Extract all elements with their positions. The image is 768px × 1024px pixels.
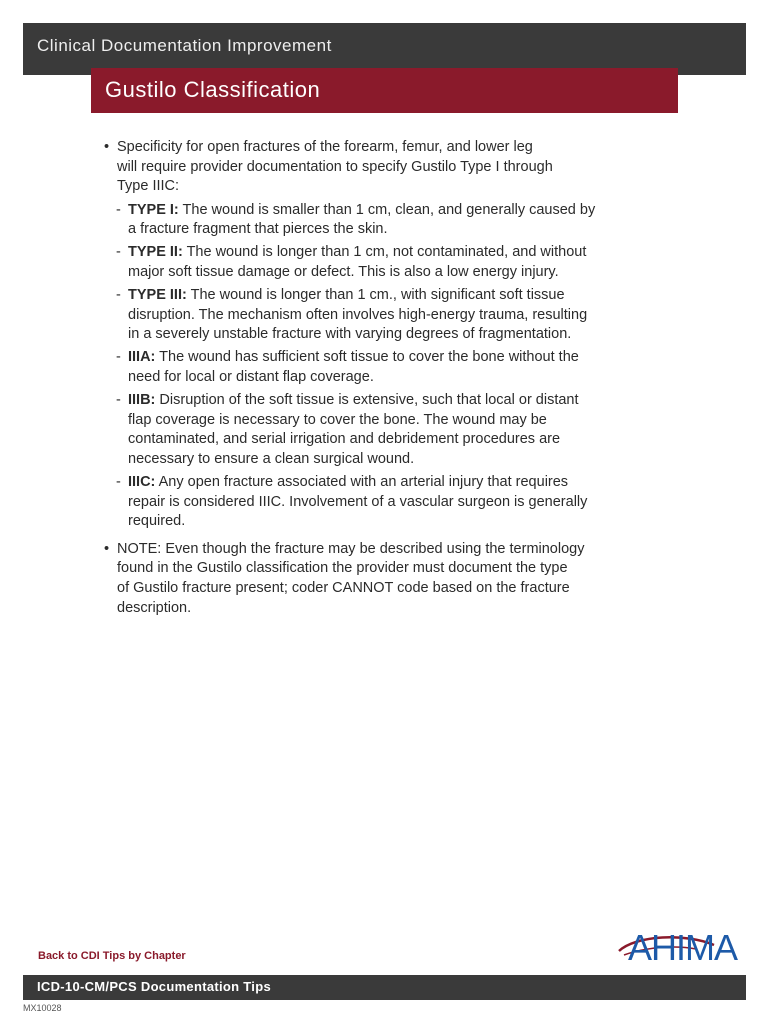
item-text: repair is considered IIIC. Involvement of a vascular surgeon is generally xyxy=(128,493,588,510)
item-label: TYPE I: xyxy=(128,201,179,218)
header-title: Clinical Documentation Improvement xyxy=(37,36,332,55)
item-text: The wound is smaller than 1 cm, clean, and generally caused by xyxy=(178,201,596,218)
dash-marker: - xyxy=(116,392,121,409)
content-body xyxy=(104,138,670,618)
item-text: Disruption of the soft tissue is extensive, such that local or distant xyxy=(155,392,579,409)
intro-bullet xyxy=(104,138,670,197)
item-label: TYPE III: xyxy=(128,287,187,304)
logo-text: AHIMA xyxy=(628,927,738,968)
list-item-iiic xyxy=(104,473,670,532)
list-item-type-ii xyxy=(104,243,670,282)
note-line: found in the Gustilo classification the provider must document the type xyxy=(117,560,568,577)
dash-marker: - xyxy=(116,201,121,218)
intro-line: will require provider documentation to specify Gustilo Type I through xyxy=(117,158,553,175)
item-text: contaminated, and serial irrigation and debridement procedures are xyxy=(128,431,561,448)
item-label: IIIA: xyxy=(128,349,156,366)
footer-title: ICD-10-CM/PCS Documentation Tips xyxy=(37,979,271,994)
note-line: NOTE: Even though the fracture may be described using the terminology xyxy=(117,540,585,557)
dash-marker: - xyxy=(116,474,121,490)
ahima-logo xyxy=(616,925,748,969)
item-text: major soft tissue damage or defect. This is also a low energy injury. xyxy=(128,264,559,281)
item-text: The wound has sufficient soft tissue to cover the bone without the xyxy=(155,349,579,366)
intro-text xyxy=(117,138,670,197)
list-item-iiia xyxy=(104,348,670,387)
intro-line: Specificity for open fractures of the forearm, femur, and lower leg xyxy=(117,139,533,155)
note-line: of Gustilo fracture present; coder CANNOT code based on the fracture xyxy=(117,579,570,596)
item-label: TYPE II: xyxy=(128,244,183,261)
title-banner xyxy=(91,68,678,113)
item-text: in a severely unstable fracture with varying degrees of fragmentation. xyxy=(128,326,572,343)
item-text: flap coverage is necessary to cover the bone. The wound may be xyxy=(128,411,547,428)
bullet-marker: • xyxy=(104,139,110,155)
list-item-type-i xyxy=(104,201,670,240)
intro-line: Type IIIC: xyxy=(117,178,180,195)
document-code: MX10028 xyxy=(23,1003,62,1013)
type-list xyxy=(104,201,670,532)
bullet-marker: • xyxy=(104,540,110,557)
note-text xyxy=(117,540,670,618)
item-text: necessary to ensure a clean surgical wound. xyxy=(128,450,415,467)
item-text: a fracture fragment that pierces the skin. xyxy=(128,221,388,238)
item-text: The wound is longer than 1 cm, not contaminated, and without xyxy=(182,244,587,261)
dash-marker: - xyxy=(116,287,121,304)
page-title: Gustilo Classification xyxy=(105,77,321,102)
note-bullet xyxy=(104,540,670,618)
item-text: The wound is longer than 1 cm., with significant soft tissue xyxy=(186,287,565,304)
note-line: description. xyxy=(117,599,192,616)
list-item-type-iii xyxy=(104,286,670,345)
item-text: need for local or distant flap coverage. xyxy=(128,369,374,386)
dash-marker: - xyxy=(116,349,121,366)
item-label: IIIC: xyxy=(128,474,156,490)
dash-marker: - xyxy=(116,244,121,261)
item-label: IIIB: xyxy=(128,392,156,409)
back-to-cdi-tips-link[interactable]: Back to CDI Tips by Chapter xyxy=(38,950,186,962)
item-text: required. xyxy=(128,513,186,530)
item-text: Any open fracture associated with an arterial injury that requires xyxy=(155,474,569,490)
footer-bar xyxy=(23,975,746,1000)
list-item-iiib xyxy=(104,391,670,469)
item-text: disruption. The mechanism often involves high-energy trauma, resulting xyxy=(128,306,588,323)
